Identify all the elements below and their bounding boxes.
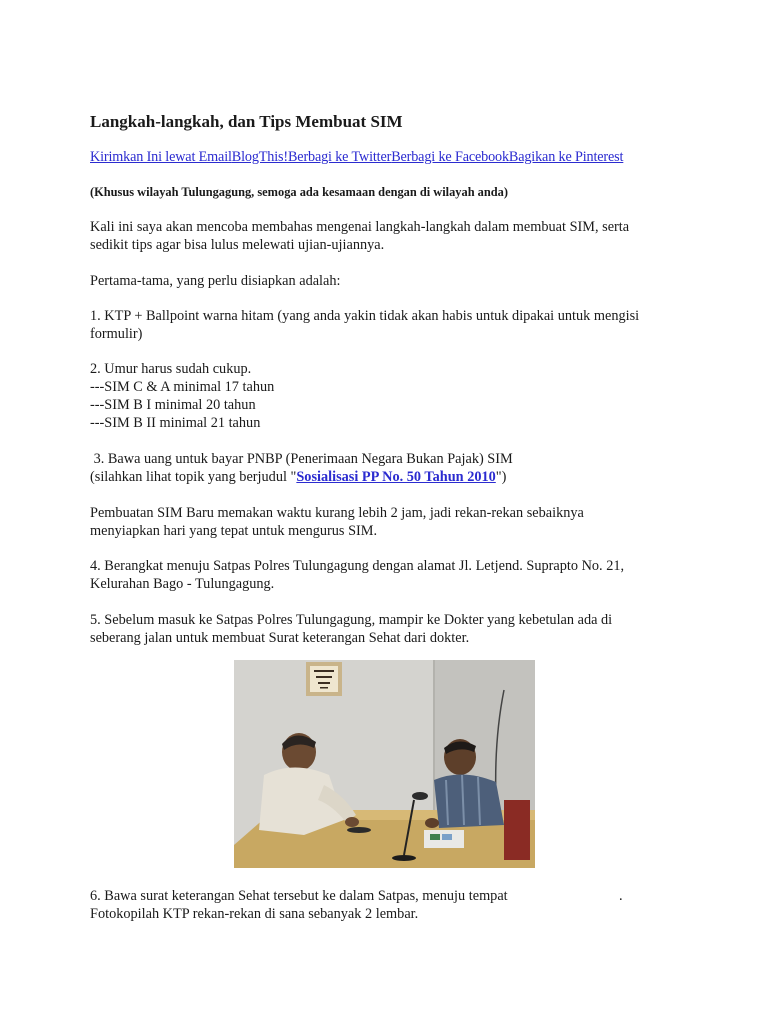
share-twitter-link[interactable]: Berbagi ke Twitter [287,149,392,165]
step-1-line: formulir) [90,326,143,342]
step-4-line: Kelurahan Bago - Tulungagung. [90,576,275,592]
step-2-line: ---SIM C & A minimal 17 tahun [90,379,275,395]
step-3-line [90,468,690,486]
step-4 [90,557,690,593]
step-2-line: 2. Umur harus sudah cukup. [90,361,252,377]
step-1 [90,307,690,343]
intro-line: sedikit tips agar bisa lulus melewati ujian-ujiannya. [90,237,385,253]
step-3-prefix: (silahkan lihat topik yang berjudul " [90,469,297,485]
step-5 [90,611,690,647]
step-3 [90,450,690,486]
intro-line: Kali ini saya akan mencoba membahas mengenai langkah-langkah dalam membuat SIM, serta [90,219,630,235]
step-6 [90,887,690,923]
duration-line: menyiapkan hari yang tepat untuk mengurus SIM. [90,523,378,539]
step-4-line: 4. Berangkat menuju Satpas Polres Tulungagung dengan alamat Jl. Letjend. Suprapto No. 21, [90,558,625,574]
share-links [90,149,623,166]
step-2 [90,360,690,432]
duration-line: Pembuatan SIM Baru memakan waktu kurang lebih 2 jam, jadi rekan-rekan sebaiknya [90,505,584,521]
share-pinterest-link[interactable]: Bagikan ke Pinterest [508,149,624,165]
step-6-line: Fotokopilah KTP rekan-rekan di sana sebanyak 2 lembar. [90,906,419,922]
duration-paragraph [90,504,690,540]
share-facebook-link[interactable]: Berbagi ke Facebook [391,149,509,165]
step-6-line [90,887,690,905]
step-5-line: seberang jalan untuk membuat Surat keterangan Sehat dari dokter. [90,630,470,646]
step-2-line: ---SIM B II minimal 21 tahun [90,415,261,431]
step-3-line: 3. Bawa uang untuk bayar PNBP (Penerimaan Negara Bukan Pajak) SIM [90,451,513,467]
doctor-visit-illustration [234,660,535,868]
share-email-link[interactable]: Kirimkan Ini lewat Email [90,149,232,165]
doctor-visit-photo [234,660,535,868]
sosialisasi-pp-link[interactable]: Sosialisasi PP No. 50 Tahun 2010 [296,469,496,485]
step-3-suffix: ") [495,469,507,485]
article-title: Langkah-langkah, dan Tips Membuat SIM [90,112,403,131]
prep-heading: Pertama-tama, yang perlu disiapkan adalah: [90,273,341,289]
step-2-line: ---SIM B I minimal 20 tahun [90,397,256,413]
intro-paragraph [90,218,690,254]
step-6-trailing-dot: . [619,888,623,904]
share-blogthis-link[interactable]: BlogThis! [231,149,288,165]
step-1-line: 1. KTP + Ballpoint warna hitam (yang anda yakin tidak akan habis untuk dipakai untuk mengisi [90,308,640,324]
region-note: (Khusus wilayah Tulungagung, semoga ada kesamaan dengan di wilayah anda) [90,185,508,199]
step-6-line-start: 6. Bawa surat keterangan Sehat tersebut ke dalam Satpas, menuju tempat [90,888,508,904]
step-5-line: 5. Sebelum masuk ke Satpas Polres Tulungagung, mampir ke Dokter yang kebetulan ada di [90,612,613,628]
